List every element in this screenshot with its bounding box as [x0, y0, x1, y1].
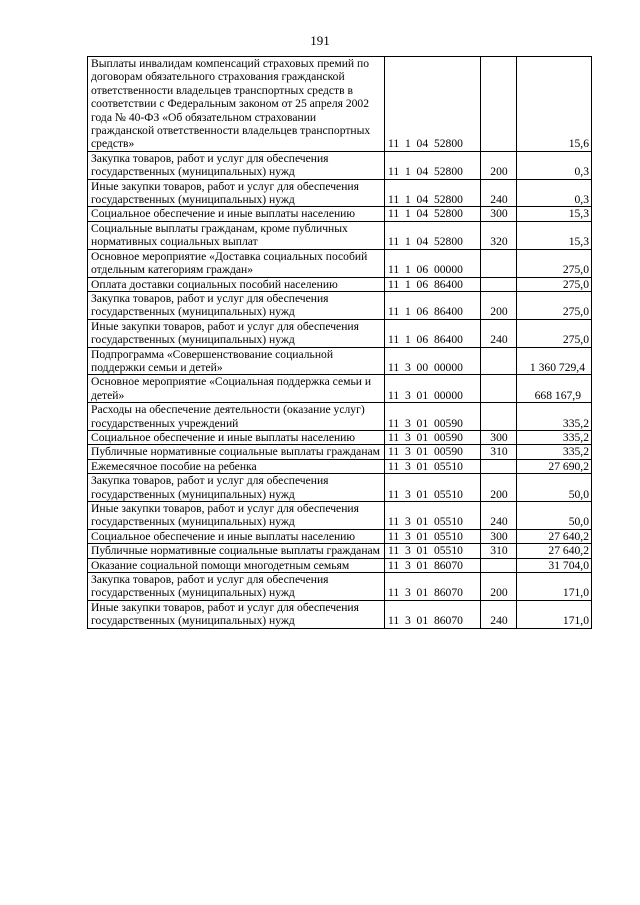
row-amount: 15,3: [517, 221, 592, 249]
table-row: [88, 179, 592, 207]
table-row: [88, 403, 592, 431]
row-code: 11 3 01 05510: [385, 529, 481, 543]
row-code: 11 3 01 00590: [385, 403, 481, 431]
row-amount: 275,0: [517, 249, 592, 277]
row-amount: 15,3: [517, 207, 592, 221]
row-amount: 335,2: [517, 403, 592, 431]
row-description: Социальное обеспечение и иные выплаты населению: [88, 529, 385, 543]
table-row: [88, 459, 592, 473]
row-description: Иные закупки товаров, работ и услуг для обеспечения государственных (муниципальных) нужд: [88, 502, 385, 530]
table-row: [88, 502, 592, 530]
table-row: [88, 558, 592, 572]
row-code: 11 3 01 86070: [385, 558, 481, 572]
row-code: 11 3 01 05510: [385, 459, 481, 473]
row-description: Закупка товаров, работ и услуг для обеспечения государственных (муниципальных) нужд: [88, 151, 385, 179]
row-amount: 31 704,0: [517, 558, 592, 572]
table-row: [88, 347, 592, 375]
row-description: Основное мероприятие «Доставка социальных пособий отдельным категориям граждан»: [88, 249, 385, 277]
row-expense-type: [481, 459, 517, 473]
row-code: 11 1 06 00000: [385, 249, 481, 277]
row-code: 11 1 06 86400: [385, 319, 481, 347]
row-expense-type: 310: [481, 544, 517, 558]
table-row: [88, 445, 592, 459]
row-code: 11 3 01 05510: [385, 474, 481, 502]
budget-table: [87, 56, 592, 629]
row-code: 11 3 01 05510: [385, 544, 481, 558]
row-code: 11 1 06 86400: [385, 291, 481, 319]
row-amount: 27 690,2: [517, 459, 592, 473]
row-amount: 0,3: [517, 151, 592, 179]
row-description: Оплата доставки социальных пособий населению: [88, 277, 385, 291]
row-expense-type: 320: [481, 221, 517, 249]
row-description: Расходы на обеспечение деятельности (оказание услуг) государственных учреждений: [88, 403, 385, 431]
row-amount: 27 640,2: [517, 544, 592, 558]
row-description: Публичные нормативные социальные выплаты гражданам: [88, 445, 385, 459]
row-code: 11 3 01 00000: [385, 375, 481, 403]
row-description: Закупка товаров, работ и услуг для обеспечения государственных (муниципальных) нужд: [88, 291, 385, 319]
table-row: [88, 277, 592, 291]
table-row: [88, 319, 592, 347]
row-amount: 15,6: [517, 57, 592, 152]
row-code: 11 1 04 52800: [385, 221, 481, 249]
row-description: Социальное обеспечение и иные выплаты населению: [88, 430, 385, 444]
table-row: [88, 375, 592, 403]
row-code: 11 1 04 52800: [385, 179, 481, 207]
row-amount: 668 167,9: [517, 375, 592, 403]
row-code: 11 3 01 86070: [385, 573, 481, 601]
table-row: [88, 573, 592, 601]
row-amount: 50,0: [517, 502, 592, 530]
row-amount: 1 360 729,4: [517, 347, 592, 375]
table-row: [88, 600, 592, 628]
row-amount: 171,0: [517, 600, 592, 628]
row-description: Оказание социальной помощи многодетным семьям: [88, 558, 385, 572]
row-expense-type: [481, 558, 517, 572]
table-row: [88, 474, 592, 502]
row-expense-type: 240: [481, 319, 517, 347]
row-description: Иные закупки товаров, работ и услуг для обеспечения государственных (муниципальных) нужд: [88, 600, 385, 628]
row-code: 11 3 01 00590: [385, 430, 481, 444]
row-description: Закупка товаров, работ и услуг для обеспечения государственных (муниципальных) нужд: [88, 573, 385, 601]
table-row: [88, 57, 592, 152]
row-description: Выплаты инвалидам компенсаций страховых премий по договорам обязательного страхования гражданской ответственности владельцев транспортных средств в соответствии с Федеральным законом от 25 апреля 2002 года № 40-ФЗ «Об обязательном страховании гражданской ответственности владельцев транспортных средств»: [88, 57, 385, 152]
row-code: 11 1 04 52800: [385, 151, 481, 179]
page-number: 191: [310, 33, 330, 48]
row-description: Ежемесячное пособие на ребенка: [88, 459, 385, 473]
row-code: 11 3 01 86070: [385, 600, 481, 628]
table-row: [88, 544, 592, 558]
row-expense-type: 240: [481, 179, 517, 207]
row-expense-type: [481, 403, 517, 431]
row-description: Закупка товаров, работ и услуг для обеспечения государственных (муниципальных) нужд: [88, 474, 385, 502]
row-description: Публичные нормативные социальные выплаты гражданам: [88, 544, 385, 558]
row-amount: 275,0: [517, 277, 592, 291]
table-row: [88, 291, 592, 319]
row-expense-type: 200: [481, 151, 517, 179]
row-expense-type: 200: [481, 474, 517, 502]
table-row: [88, 430, 592, 444]
row-description: Подпрограмма «Совершенствование социальной поддержки семьи и детей»: [88, 347, 385, 375]
table-row: [88, 207, 592, 221]
row-code: 11 3 01 05510: [385, 502, 481, 530]
row-code: 11 1 04 52800: [385, 207, 481, 221]
row-amount: 335,2: [517, 445, 592, 459]
row-amount: 335,2: [517, 430, 592, 444]
row-code: 11 1 06 86400: [385, 277, 481, 291]
row-expense-type: 300: [481, 529, 517, 543]
table-row: [88, 529, 592, 543]
row-amount: 50,0: [517, 474, 592, 502]
row-expense-type: [481, 249, 517, 277]
row-code: 11 3 00 00000: [385, 347, 481, 375]
row-expense-type: 200: [481, 291, 517, 319]
row-expense-type: 240: [481, 502, 517, 530]
row-description: Социальные выплаты гражданам, кроме публичных нормативных социальных выплат: [88, 221, 385, 249]
row-amount: 275,0: [517, 291, 592, 319]
row-amount: 0,3: [517, 179, 592, 207]
table-row: [88, 249, 592, 277]
row-expense-type: 310: [481, 445, 517, 459]
row-expense-type: 200: [481, 573, 517, 601]
row-code: 11 3 01 00590: [385, 445, 481, 459]
table-row: [88, 151, 592, 179]
row-amount: 171,0: [517, 573, 592, 601]
row-expense-type: [481, 277, 517, 291]
row-expense-type: [481, 347, 517, 375]
row-expense-type: 300: [481, 207, 517, 221]
row-expense-type: [481, 375, 517, 403]
row-description: Основное мероприятие «Социальная поддержка семьи и детей»: [88, 375, 385, 403]
row-expense-type: 300: [481, 430, 517, 444]
table-row: [88, 221, 592, 249]
row-amount: 275,0: [517, 319, 592, 347]
row-description: Иные закупки товаров, работ и услуг для обеспечения государственных (муниципальных) нужд: [88, 179, 385, 207]
row-description: Социальное обеспечение и иные выплаты населению: [88, 207, 385, 221]
row-expense-type: 240: [481, 600, 517, 628]
row-description: Иные закупки товаров, работ и услуг для обеспечения государственных (муниципальных) нужд: [88, 319, 385, 347]
row-expense-type: [481, 57, 517, 152]
row-code: 11 1 04 52800: [385, 57, 481, 152]
row-amount: 27 640,2: [517, 529, 592, 543]
